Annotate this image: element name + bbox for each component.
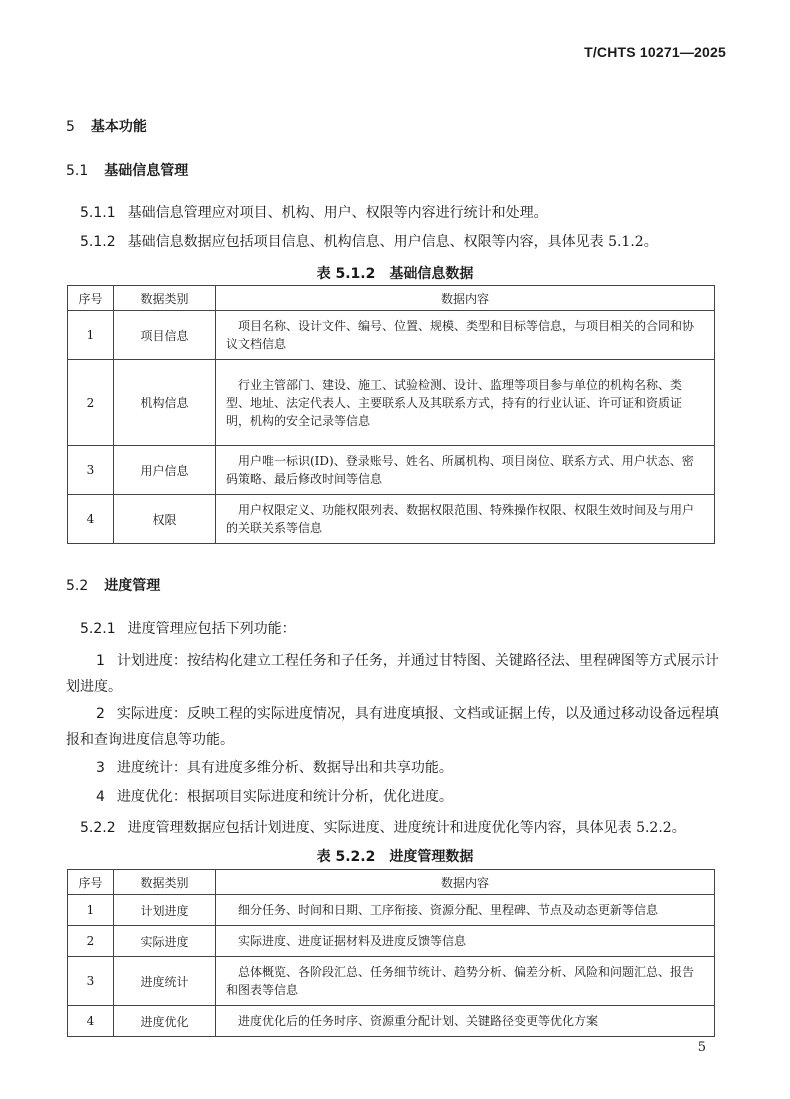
- list-item: [66, 701, 720, 753]
- col-header-no: 序号: [68, 870, 114, 895]
- row-category: 机构信息: [114, 360, 216, 446]
- row-no: 2: [68, 360, 114, 446]
- table-row: [68, 495, 715, 544]
- col-header-category: 数据类别: [114, 286, 216, 311]
- clause-text: 进度管理数据应包括计划进度、实际进度、进度统计和进度优化等内容，具体见表 5.2.2。: [127, 820, 686, 836]
- clause-5-2-2: [80, 815, 740, 841]
- row-category: 实际进度: [114, 926, 216, 957]
- row-category: 进度统计: [114, 957, 216, 1006]
- row-content: 总体概览、各阶段汇总、任务细节统计、趋势分析、偏差分析、风险和问题汇总、报告和图表等信息: [216, 957, 715, 1006]
- row-content: 行业主管部门、建设、施工、试验检测、设计、监理等项目参与单位的机构名称、类型、地址、法定代表人、主要联系人及其联系方式，持有的行业认证、许可证和资质证明，机构的安全记录等信息: [216, 360, 715, 446]
- item-text: 计划进度：按结构化建立工程任务和子任务，并通过甘特图、关键路径法、里程碑图等方式展示计划进度。: [66, 653, 719, 695]
- table-5-2-2: [67, 869, 715, 1037]
- row-no: 1: [68, 895, 114, 926]
- clause-text: 基础信息管理应对项目、机构、用户、权限等内容进行统计和处理。: [127, 205, 548, 221]
- item-text: 进度优化：根据项目实际进度和统计分析，优化进度。: [116, 789, 453, 805]
- col-header-no: 序号: [68, 286, 114, 311]
- row-content: 实际进度、进度证据材料及进度反馈等信息: [216, 926, 715, 957]
- row-category: 用户信息: [114, 446, 216, 495]
- item-number: 3: [96, 760, 105, 776]
- clause-5-2-1: [80, 616, 720, 642]
- table-row: [68, 957, 715, 1006]
- row-no: 1: [68, 311, 114, 360]
- table-5-2-2-caption: 表 5.2.2 进度管理数据: [316, 849, 474, 865]
- section-5-1-heading: [66, 160, 188, 180]
- list-item: [66, 648, 720, 700]
- table-row: [68, 895, 715, 926]
- list-item: [66, 784, 720, 810]
- table-row: [68, 311, 715, 360]
- row-category: 计划进度: [114, 895, 216, 926]
- section-number: 5.1: [66, 163, 89, 179]
- table-5-1-2-caption: 表 5.1.2 基础信息数据: [316, 266, 474, 282]
- item-number: 4: [96, 789, 105, 805]
- col-header-category: 数据类别: [114, 870, 216, 895]
- col-header-content: 数据内容: [216, 870, 715, 895]
- row-no: 3: [68, 446, 114, 495]
- row-content: 项目名称、设计文件、编号、位置、规模、类型和目标等信息，与项目相关的合同和协议文档信息: [216, 311, 715, 360]
- clause-number: 5.1.2: [80, 234, 116, 250]
- item-text: 进度统计：具有进度多维分析、数据导出和共享功能。: [116, 760, 453, 776]
- clause-text: 基础信息数据应包括项目信息、机构信息、用户信息、权限等内容，具体见表 5.1.2。: [127, 234, 658, 250]
- standard-code: T/CHTS 10271—2025: [584, 44, 726, 60]
- table-row: [68, 360, 715, 446]
- row-no: 2: [68, 926, 114, 957]
- table-5-1-2: [67, 285, 715, 544]
- section-5-heading: [66, 116, 147, 136]
- row-content: 进度优化后的任务时序、资源重分配计划、关键路径变更等优化方案: [216, 1006, 715, 1037]
- list-item: [66, 755, 720, 781]
- row-category: 进度优化: [114, 1006, 216, 1037]
- clause-5-1-2: [80, 229, 740, 255]
- row-category: 项目信息: [114, 311, 216, 360]
- clause-number: 5.2.2: [80, 820, 116, 836]
- clause-5-1-1: [80, 200, 720, 226]
- section-title: 基本功能: [90, 119, 147, 135]
- section-title: 进度管理: [104, 578, 161, 594]
- table-row: [68, 446, 715, 495]
- row-no: 3: [68, 957, 114, 1006]
- table-row: [68, 1006, 715, 1037]
- row-category: 权限: [114, 495, 216, 544]
- table-header-row: [68, 870, 715, 895]
- row-content: 细分任务、时间和日期、工序衔接、资源分配、里程碑、节点及动态更新等信息: [216, 895, 715, 926]
- clause-number: 5.1.1: [80, 205, 116, 221]
- col-header-content: 数据内容: [216, 286, 715, 311]
- item-number: 1: [96, 653, 105, 669]
- row-content: 用户权限定义、功能权限列表、数据权限范围、特殊操作权限、权限生效时间及与用户的关联关系等信息: [216, 495, 715, 544]
- clause-number: 5.2.1: [80, 621, 116, 637]
- item-text: 实际进度：反映工程的实际进度情况，具有进度填报、文档或证据上传，以及通过移动设备远程填报和查询进度信息等功能。: [66, 706, 719, 748]
- clause-text: 进度管理应包括下列功能：: [127, 621, 296, 637]
- section-number: 5: [66, 119, 75, 135]
- section-5-2-heading: [66, 575, 160, 595]
- item-number: 2: [96, 706, 105, 722]
- page-number: 5: [697, 1040, 706, 1055]
- section-number: 5.2: [66, 578, 89, 594]
- table-header-row: [68, 286, 715, 311]
- table-row: [68, 926, 715, 957]
- section-title: 基础信息管理: [104, 163, 189, 179]
- row-content: 用户唯一标识(ID)、登录账号、姓名、所属机构、项目岗位、联系方式、用户状态、密码策略、最后修改时间等信息: [216, 446, 715, 495]
- row-no: 4: [68, 1006, 114, 1037]
- row-no: 4: [68, 495, 114, 544]
